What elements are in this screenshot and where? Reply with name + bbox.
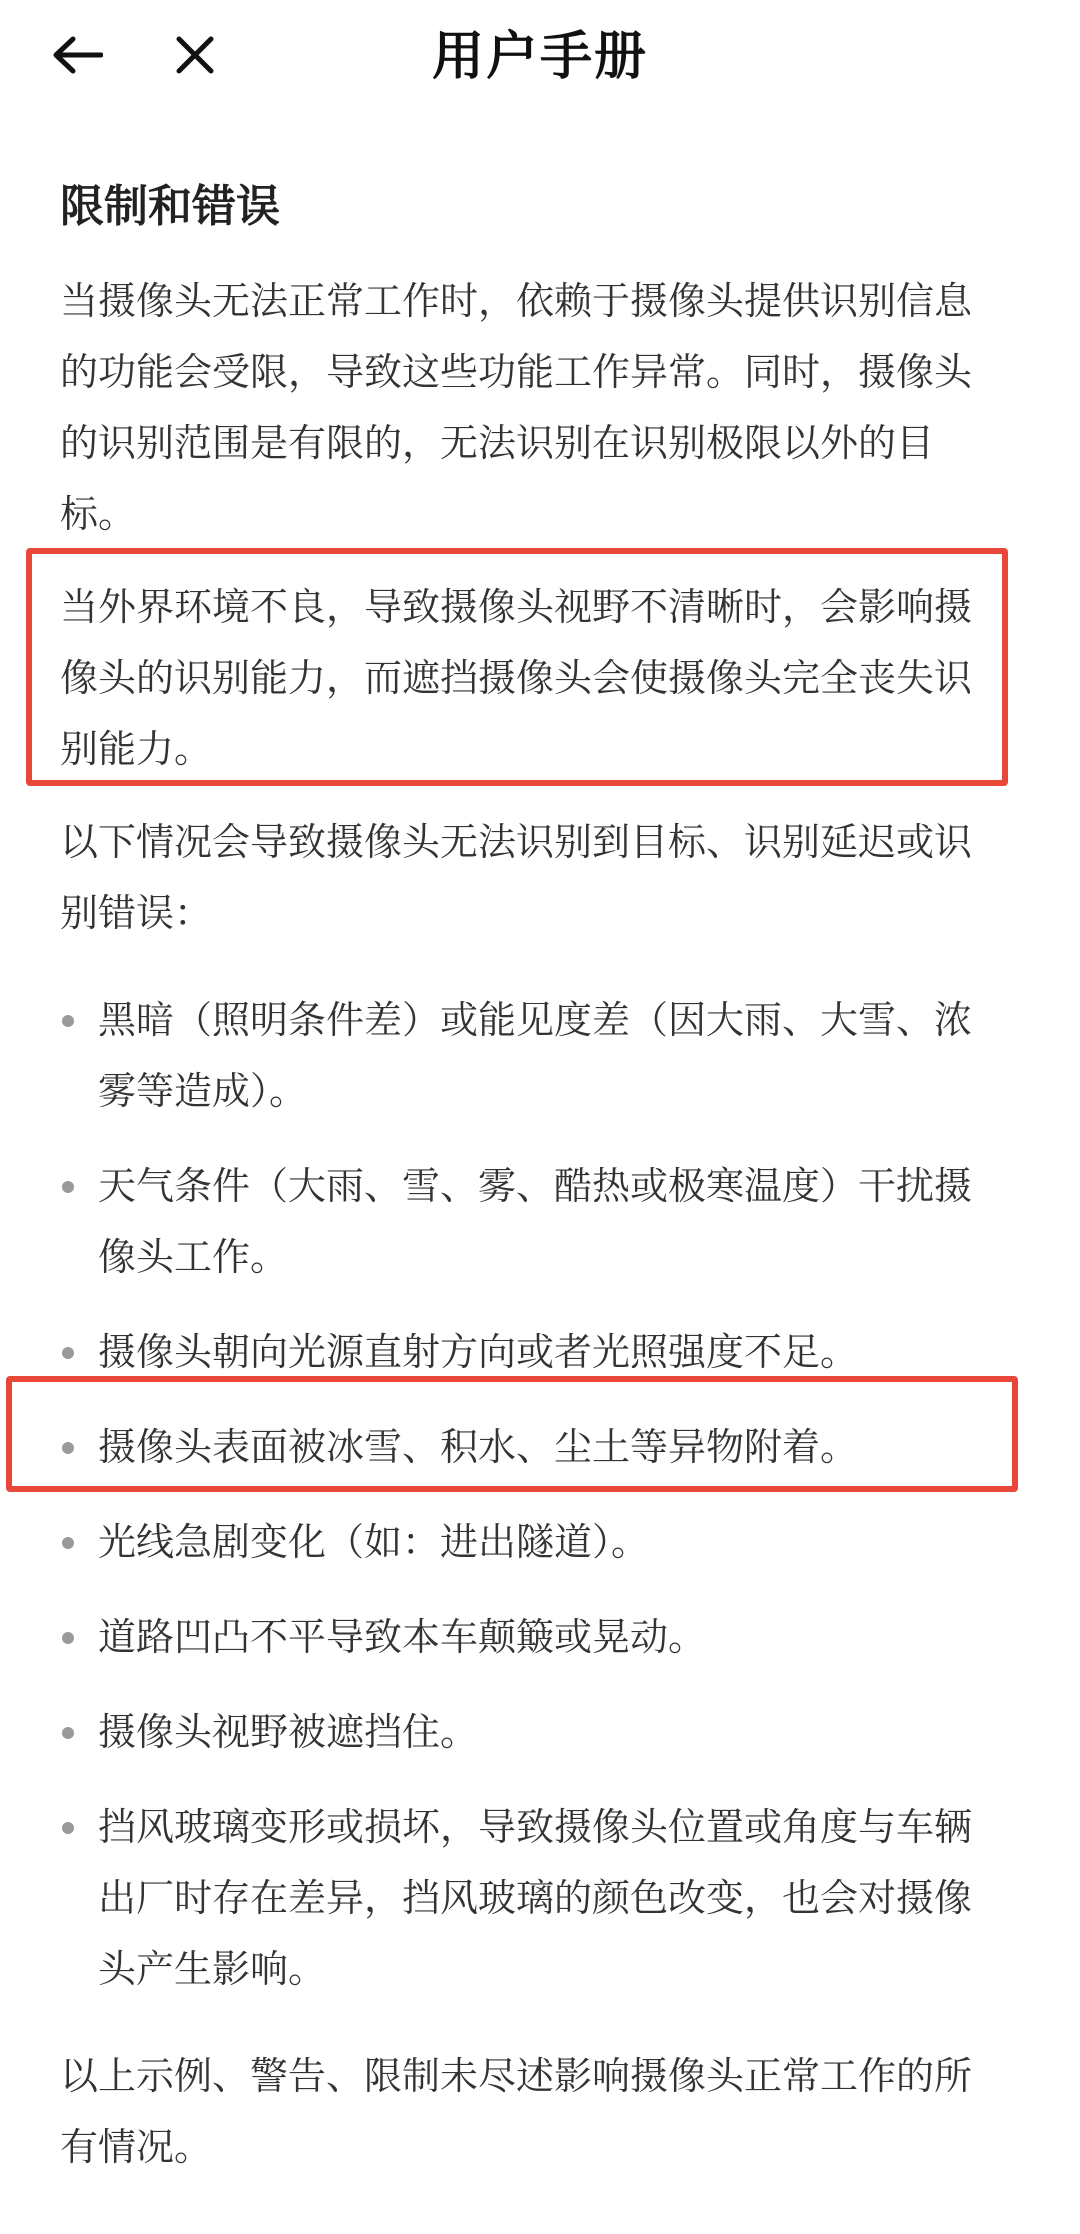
top-bar xyxy=(0,0,1080,110)
list-item xyxy=(60,985,1000,1127)
list-item-text: 黑暗（照明条件差）或能见度差（因大雨、大雪、浓雾等造成）。 xyxy=(98,998,973,1113)
list-item xyxy=(60,1792,1000,2005)
bullet-icon xyxy=(62,1632,74,1644)
list-item-text: 摄像头朝向光源直射方向或者光照强度不足。 xyxy=(98,1330,859,1374)
list-item xyxy=(60,1697,1000,1768)
list-item-text: 摄像头表面被冰雪、积水、尘土等异物附着。 xyxy=(98,1425,859,1469)
section-heading: 限制和错误 xyxy=(60,181,280,232)
bullet-icon xyxy=(62,1537,74,1549)
list-item xyxy=(60,1507,1000,1578)
bullet-icon xyxy=(62,1442,74,1454)
bullet-icon xyxy=(62,1015,74,1027)
list-item-text: 光线急剧变化（如：进出隧道）。 xyxy=(98,1520,650,1564)
manual-content xyxy=(60,178,1000,2183)
paragraph-environment: 当外界环境不良，导致摄像头视野不清晰时，会影响摄像头的识别能力，而遮挡摄像头会使摄像头完全丧失识别能力。 xyxy=(60,585,973,771)
list-item xyxy=(60,1151,1000,1293)
closing-paragraph: 以上示例、警告、限制未尽述影响摄像头正常工作的所有情况。 xyxy=(60,2054,973,2169)
list-item-text: 挡风玻璃变形或损坏，导致摄像头位置或角度与车辆出厂时存在差异，挡风玻璃的颜色改变，也会对摄像头产生影响。 xyxy=(98,1805,973,1991)
paragraph-camera-limits: 当摄像头无法正常工作时，依赖于摄像头提供识别信息的功能会受限，导致这些功能工作异常。同时，摄像头的识别范围是有限的，无法识别在识别极限以外的目标。 xyxy=(60,279,973,536)
list-item-text: 摄像头视野被遮挡住。 xyxy=(98,1710,479,1754)
page-title: 用户手册 xyxy=(431,27,648,87)
list-item xyxy=(60,1602,1000,1673)
list-item xyxy=(60,1317,1000,1388)
bullet-icon xyxy=(62,1347,74,1359)
conditions-list xyxy=(60,985,1000,2005)
list-item-text: 道路凹凸不平导致本车颠簸或晃动。 xyxy=(98,1615,707,1659)
bullet-icon xyxy=(62,1727,74,1739)
list-item-text: 天气条件（大雨、雪、雾、酷热或极寒温度）干扰摄像头工作。 xyxy=(98,1164,973,1279)
paragraph-conditions-intro: 以下情况会导致摄像头无法识别到目标、识别延迟或识别错误： xyxy=(60,820,973,935)
list-item xyxy=(60,1412,1000,1483)
bullet-icon xyxy=(62,1181,74,1193)
bullet-icon xyxy=(62,1822,74,1834)
